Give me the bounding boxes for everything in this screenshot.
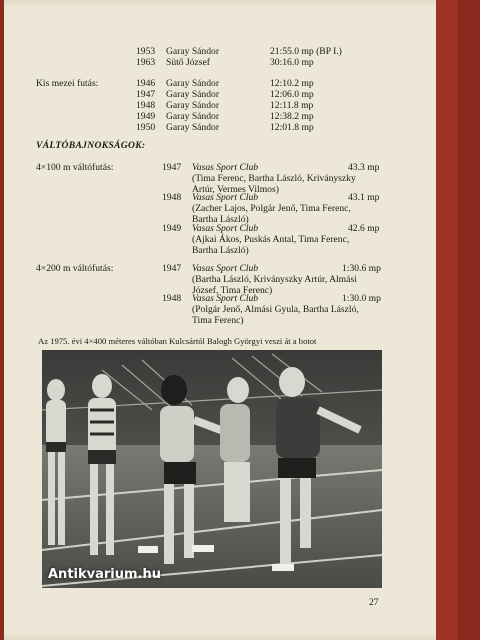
page-number: 27 [369,597,379,608]
relay-time: 43.3 mp [348,162,380,173]
section-label-4x100: 4×100 m váltófutás: [36,162,114,173]
relay-club: Vasas Sport Club [192,162,259,173]
relay-runners: Bartha László) [192,245,249,256]
record-year: 1946 [136,78,156,89]
relay-year: 1948 [162,192,182,203]
record-name: Garay Sándor [166,111,220,122]
record-time: 12:01.8 mp [270,122,314,133]
relay-runners: Artúr, Vermes Vilmos) [192,184,279,195]
relay-runners: (Bartha László, Kriványszky Artúr, Almási [192,274,357,285]
relay-year: 1947 [162,162,182,173]
record-name: Garay Sándor [166,89,220,100]
section-label-4x200: 4×200 m váltófutás: [36,263,114,274]
book-page [4,0,458,640]
watermark-text: Antikvarium.hu [48,567,161,582]
record-time: 30:16.0 mp [270,57,314,68]
relay-runners: József, Tima Ferenc) [192,285,273,296]
record-name: Sütő József [166,57,210,68]
section-heading: VÁLTÓBAJNOKSÁGOK: [36,140,146,151]
relay-time: 42.6 mp [348,223,380,234]
relay-club: Vasas Sport Club [192,293,259,304]
record-year: 1950 [136,122,156,133]
record-time: 12:06.0 mp [270,89,314,100]
record-time: 12:10.2 mp [270,78,314,89]
record-time: 12:11.8 mp [270,100,314,111]
record-year: 1949 [136,111,156,122]
relay-runners: Tima Ferenc) [192,315,244,326]
relay-club: Vasas Sport Club [192,263,259,274]
record-name: Garay Sándor [166,122,220,133]
relay-photo [42,350,382,588]
record-year: 1947 [136,89,156,100]
relay-runners: (Zacher Lajos, Polgár Jenő, Tima Ferenc, [192,203,351,214]
relay-runners: (Ajkai Ákos, Puskás Antal, Tima Ferenc, [192,234,350,245]
relay-time: 1:30.0 mp [342,293,381,304]
relay-photo-scene [42,350,382,588]
record-name: Garay Sándor [166,100,220,111]
record-year: 1953 [136,46,156,57]
relay-club: Vasas Sport Club [192,192,259,203]
relay-time: 1:30.6 mp [342,263,381,274]
record-name: Garay Sándor [166,78,220,89]
relay-year: 1947 [162,263,182,274]
relay-club: Vasas Sport Club [192,223,259,234]
relay-year: 1948 [162,293,182,304]
relay-runners: Bartha László) [192,214,249,225]
relay-time: 43.1 mp [348,192,380,203]
record-year: 1948 [136,100,156,111]
record-year: 1963 [136,57,156,68]
photo-caption: Az 1975. évi 4×400 méteres váltóban Kulcsártól Balogh Györgyi veszi át a botot [38,336,317,346]
record-name: Garay Sándor [166,46,220,57]
relay-runners: (Polgár Jenő, Almási Gyula, Bartha László, [192,304,359,315]
record-time: 21:55.0 mp (BP I.) [270,46,342,57]
record-time: 12:38.2 mp [270,111,314,122]
page-edge [436,0,458,640]
relay-runners: (Tima Ferenc, Bartha László, Kriványszky [192,173,356,184]
relay-year: 1949 [162,223,182,234]
section-label-kis-mezei: Kis mezei futás: [36,78,99,89]
